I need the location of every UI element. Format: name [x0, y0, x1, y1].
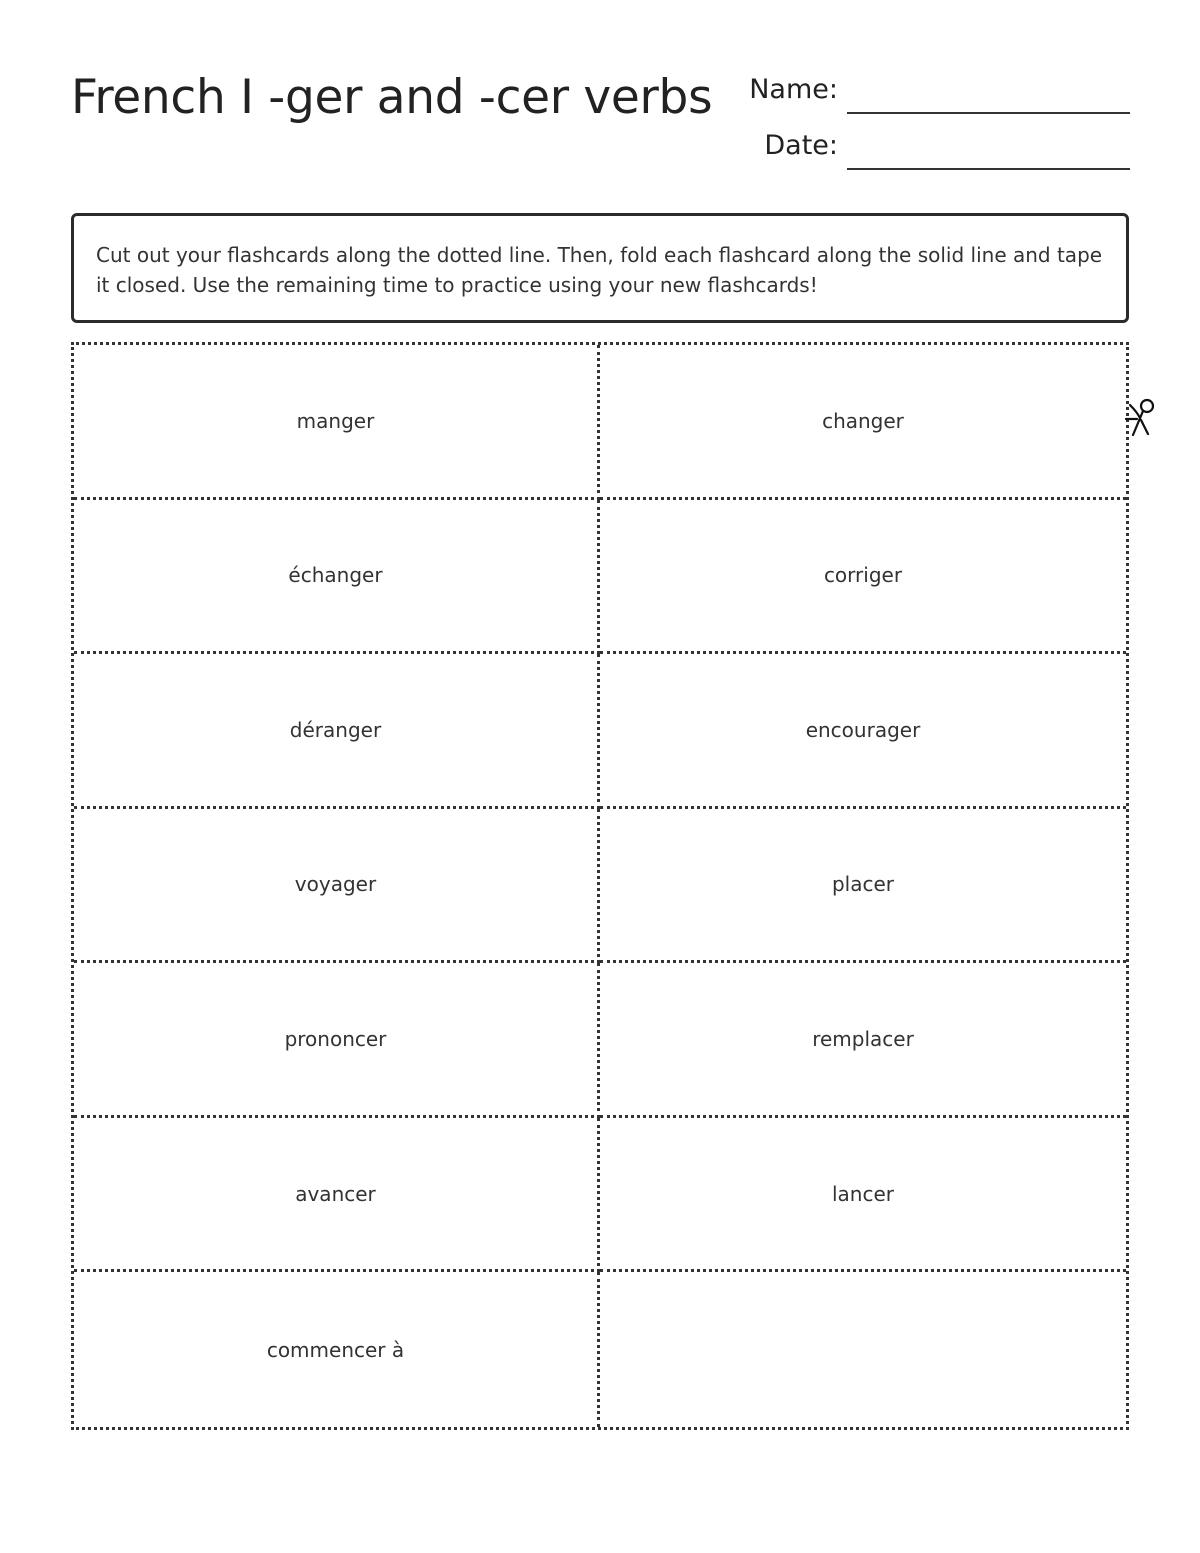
name-label: Name:	[749, 74, 838, 105]
flashcard-term: changer	[822, 408, 904, 433]
flashcard-term: encourager	[805, 717, 921, 742]
instructions-box	[71, 213, 1129, 323]
flashcard	[600, 1272, 1126, 1427]
flashcard-term: manger	[296, 408, 375, 433]
flashcard	[600, 1118, 1126, 1273]
instructions-text: Cut out your flashcards along the dotted line. Then, fold each flashcard along the solid line and tape it closed. Use the remaining time to practice using your new flashcards!	[96, 243, 1103, 297]
name-line[interactable]	[847, 112, 1130, 114]
flashcard	[74, 1118, 600, 1273]
flashcard	[600, 963, 1126, 1118]
flashcard-term: corriger	[823, 563, 903, 588]
flashcard-term: avancer	[295, 1181, 376, 1206]
name-field	[740, 74, 1130, 114]
page-title: French I -ger and -cer verbs	[71, 70, 713, 125]
flashcard-term: remplacer	[812, 1027, 914, 1052]
date-label: Date:	[764, 130, 838, 161]
flashcard-term: lancer	[831, 1181, 894, 1206]
flashcard	[600, 345, 1126, 500]
flashcard-term: voyager	[294, 872, 377, 897]
flashcard-term: placer	[831, 872, 895, 897]
flashcard-grid	[71, 342, 1129, 1430]
flashcard-term: commencer à	[266, 1337, 405, 1362]
flashcard-term: échanger	[288, 563, 383, 588]
flashcard	[74, 500, 600, 655]
flashcard	[74, 963, 600, 1118]
flashcard	[600, 654, 1126, 809]
flashcard-term: prononcer	[284, 1027, 387, 1052]
date-field	[740, 130, 1130, 170]
flashcard	[74, 809, 600, 964]
flashcard	[600, 500, 1126, 655]
flashcard	[74, 1272, 600, 1427]
scissors-icon	[1124, 396, 1158, 440]
flashcard-term: déranger	[289, 717, 382, 742]
flashcard	[74, 654, 600, 809]
flashcard	[74, 345, 600, 500]
flashcard	[600, 809, 1126, 964]
date-line[interactable]	[847, 168, 1130, 170]
